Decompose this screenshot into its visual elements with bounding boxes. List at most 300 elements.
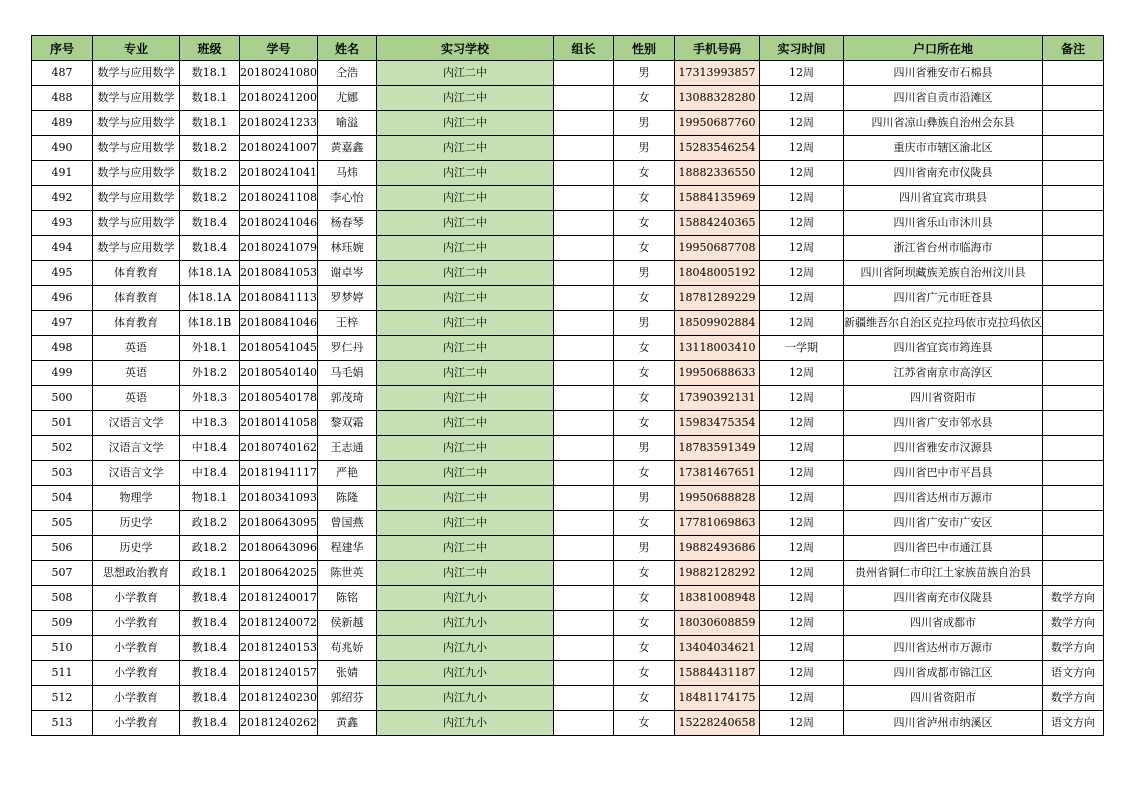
cell-class: 体18.1A [180, 286, 240, 311]
table-row [32, 111, 1104, 136]
cell-leader [553, 661, 613, 686]
cell-no: 495 [32, 261, 93, 286]
cell-school: 内江二中 [376, 61, 553, 86]
cell-period: 12周 [759, 361, 843, 386]
cell-student-id: 20180241233 [240, 111, 318, 136]
cell-hukou: 四川省泸州市纳溪区 [843, 711, 1042, 736]
cell-student-id: 20180540140 [240, 361, 318, 386]
cell-remark: 数学方向 [1042, 611, 1103, 636]
cell-leader [553, 136, 613, 161]
cell-leader [553, 336, 613, 361]
cell-school: 内江二中 [376, 186, 553, 211]
cell-major: 物理学 [93, 486, 180, 511]
cell-student-id: 20180241080 [240, 61, 318, 86]
cell-no: 502 [32, 436, 93, 461]
table-row [32, 311, 1104, 336]
cell-phone: 18481174175 [674, 686, 759, 711]
cell-major: 小学教育 [93, 586, 180, 611]
cell-hukou: 四川省成都市 [843, 611, 1042, 636]
cell-phone: 19882128292 [674, 561, 759, 586]
header-hukou: 户口所在地 [843, 36, 1042, 61]
cell-no: 487 [32, 61, 93, 86]
cell-hukou: 四川省宜宾市珙县 [843, 186, 1042, 211]
cell-class: 中18.4 [180, 461, 240, 486]
table-row [32, 261, 1104, 286]
cell-major: 数学与应用数学 [93, 136, 180, 161]
cell-phone: 13088328280 [674, 86, 759, 111]
cell-sex: 女 [613, 561, 674, 586]
cell-remark [1042, 336, 1103, 361]
table-row [32, 161, 1104, 186]
cell-school: 内江二中 [376, 411, 553, 436]
cell-remark [1042, 161, 1103, 186]
cell-leader [553, 311, 613, 336]
cell-school: 内江二中 [376, 161, 553, 186]
cell-phone: 15884135969 [674, 186, 759, 211]
cell-leader [553, 611, 613, 636]
cell-class: 数18.2 [180, 161, 240, 186]
cell-remark [1042, 436, 1103, 461]
cell-sex: 男 [613, 536, 674, 561]
cell-phone: 17381467651 [674, 461, 759, 486]
cell-school: 内江二中 [376, 286, 553, 311]
cell-phone: 18882336550 [674, 161, 759, 186]
cell-student-id: 20180740162 [240, 436, 318, 461]
table-row [32, 636, 1104, 661]
cell-class: 数18.2 [180, 136, 240, 161]
cell-no: 496 [32, 286, 93, 311]
cell-school: 内江九小 [376, 661, 553, 686]
cell-phone: 18783591349 [674, 436, 759, 461]
cell-no: 512 [32, 686, 93, 711]
cell-no: 511 [32, 661, 93, 686]
cell-period: 12周 [759, 136, 843, 161]
cell-school: 内江二中 [376, 111, 553, 136]
table-row [32, 711, 1104, 736]
cell-major: 数学与应用数学 [93, 86, 180, 111]
header-phone: 手机号码 [674, 36, 759, 61]
cell-class: 教18.4 [180, 586, 240, 611]
cell-major: 数学与应用数学 [93, 61, 180, 86]
header-remark: 备注 [1042, 36, 1103, 61]
cell-class: 中18.3 [180, 411, 240, 436]
cell-class: 教18.4 [180, 636, 240, 661]
cell-hukou: 四川省成都市锦江区 [843, 661, 1042, 686]
cell-sex: 男 [613, 61, 674, 86]
cell-hukou: 新疆维吾尔自治区克拉玛依市克拉玛依区 [843, 311, 1042, 336]
table-row [32, 211, 1104, 236]
cell-hukou: 四川省南充市仪陇县 [843, 586, 1042, 611]
cell-major: 小学教育 [93, 686, 180, 711]
cell-student-id: 20180540178 [240, 386, 318, 411]
cell-name: 陈铭 [317, 586, 376, 611]
cell-remark: 数学方向 [1042, 636, 1103, 661]
cell-period: 一学期 [759, 336, 843, 361]
cell-period: 12周 [759, 186, 843, 211]
cell-no: 497 [32, 311, 93, 336]
cell-period: 12周 [759, 511, 843, 536]
cell-sex: 女 [613, 186, 674, 211]
cell-period: 12周 [759, 386, 843, 411]
cell-student-id: 20180541045 [240, 336, 318, 361]
cell-hukou: 四川省达州市万源市 [843, 486, 1042, 511]
table-row [32, 611, 1104, 636]
cell-school: 内江二中 [376, 261, 553, 286]
cell-period: 12周 [759, 61, 843, 86]
cell-major: 英语 [93, 386, 180, 411]
cell-phone: 15884431187 [674, 661, 759, 686]
cell-period: 12周 [759, 311, 843, 336]
cell-period: 12周 [759, 236, 843, 261]
table-row [32, 61, 1104, 86]
cell-phone: 15983475354 [674, 411, 759, 436]
cell-student-id: 20181941117 [240, 461, 318, 486]
table-row [32, 561, 1104, 586]
cell-name: 谢卓岑 [317, 261, 376, 286]
cell-major: 体育教育 [93, 311, 180, 336]
header-leader: 组长 [553, 36, 613, 61]
cell-name: 黎双霜 [317, 411, 376, 436]
cell-sex: 女 [613, 211, 674, 236]
cell-hukou: 四川省巴中市平昌县 [843, 461, 1042, 486]
cell-school: 内江二中 [376, 461, 553, 486]
cell-period: 12周 [759, 486, 843, 511]
cell-leader [553, 86, 613, 111]
cell-school: 内江二中 [376, 511, 553, 536]
cell-class: 物18.1 [180, 486, 240, 511]
cell-hukou: 四川省阿坝藏族羌族自治州汶川县 [843, 261, 1042, 286]
cell-hukou: 四川省乐山市沐川县 [843, 211, 1042, 236]
cell-name: 黄嘉鑫 [317, 136, 376, 161]
cell-major: 英语 [93, 336, 180, 361]
cell-sex: 女 [613, 386, 674, 411]
cell-no: 513 [32, 711, 93, 736]
cell-major: 体育教育 [93, 261, 180, 286]
cell-name: 张婧 [317, 661, 376, 686]
cell-major: 历史学 [93, 511, 180, 536]
cell-student-id: 20180241046 [240, 211, 318, 236]
cell-no: 504 [32, 486, 93, 511]
cell-no: 498 [32, 336, 93, 361]
cell-no: 503 [32, 461, 93, 486]
header-no: 序号 [32, 36, 93, 61]
cell-sex: 男 [613, 311, 674, 336]
cell-leader [553, 261, 613, 286]
cell-name: 罗仁丹 [317, 336, 376, 361]
cell-major: 汉语言文学 [93, 436, 180, 461]
cell-name: 陈世英 [317, 561, 376, 586]
cell-major: 思想政治教育 [93, 561, 180, 586]
cell-class: 数18.4 [180, 211, 240, 236]
cell-name: 仝浩 [317, 61, 376, 86]
cell-phone: 15283546254 [674, 136, 759, 161]
cell-student-id: 20180841113 [240, 286, 318, 311]
cell-school: 内江二中 [376, 236, 553, 261]
cell-leader [553, 586, 613, 611]
cell-sex: 女 [613, 586, 674, 611]
cell-leader [553, 286, 613, 311]
cell-no: 500 [32, 386, 93, 411]
cell-period: 12周 [759, 161, 843, 186]
cell-remark: 语文方向 [1042, 711, 1103, 736]
cell-student-id: 20180841053 [240, 261, 318, 286]
table-row [32, 661, 1104, 686]
cell-student-id: 20180341093 [240, 486, 318, 511]
cell-period: 12周 [759, 86, 843, 111]
cell-school: 内江二中 [376, 536, 553, 561]
cell-remark [1042, 186, 1103, 211]
table-row [32, 336, 1104, 361]
cell-school: 内江九小 [376, 711, 553, 736]
cell-leader [553, 211, 613, 236]
cell-period: 12周 [759, 636, 843, 661]
cell-class: 政18.1 [180, 561, 240, 586]
cell-no: 490 [32, 136, 93, 161]
cell-phone: 19882493686 [674, 536, 759, 561]
cell-class: 体18.1A [180, 261, 240, 286]
cell-no: 489 [32, 111, 93, 136]
cell-major: 小学教育 [93, 636, 180, 661]
cell-name: 杨春琴 [317, 211, 376, 236]
cell-phone: 19950688828 [674, 486, 759, 511]
cell-class: 数18.1 [180, 61, 240, 86]
cell-name: 罗梦婷 [317, 286, 376, 311]
table-row [32, 536, 1104, 561]
cell-period: 12周 [759, 111, 843, 136]
header-period: 实习时间 [759, 36, 843, 61]
cell-name: 尤娜 [317, 86, 376, 111]
header-row [32, 36, 1104, 61]
cell-remark [1042, 486, 1103, 511]
cell-major: 英语 [93, 361, 180, 386]
cell-remark [1042, 136, 1103, 161]
table-row [32, 486, 1104, 511]
cell-phone: 19950687760 [674, 111, 759, 136]
cell-sex: 女 [613, 86, 674, 111]
cell-student-id: 20181240153 [240, 636, 318, 661]
cell-class: 教18.4 [180, 661, 240, 686]
cell-remark: 数学方向 [1042, 686, 1103, 711]
cell-hukou: 四川省资阳市 [843, 386, 1042, 411]
cell-sex: 女 [613, 686, 674, 711]
table-row [32, 361, 1104, 386]
cell-name: 郭绍芬 [317, 686, 376, 711]
cell-sex: 女 [613, 661, 674, 686]
cell-remark [1042, 386, 1103, 411]
cell-hukou: 四川省巴中市通江县 [843, 536, 1042, 561]
table-row [32, 136, 1104, 161]
cell-phone: 15884240365 [674, 211, 759, 236]
cell-hukou: 四川省宜宾市筠连县 [843, 336, 1042, 361]
cell-period: 12周 [759, 586, 843, 611]
cell-name: 李心怡 [317, 186, 376, 211]
cell-remark [1042, 536, 1103, 561]
cell-phone: 18030608859 [674, 611, 759, 636]
cell-school: 内江二中 [376, 436, 553, 461]
cell-remark [1042, 461, 1103, 486]
cell-name: 林珏婉 [317, 236, 376, 261]
header-name: 姓名 [317, 36, 376, 61]
cell-major: 小学教育 [93, 711, 180, 736]
cell-student-id: 20180241108 [240, 186, 318, 211]
cell-leader [553, 511, 613, 536]
cell-school: 内江二中 [376, 361, 553, 386]
cell-phone: 18781289229 [674, 286, 759, 311]
cell-phone: 18048005192 [674, 261, 759, 286]
cell-phone: 15228240658 [674, 711, 759, 736]
cell-school: 内江二中 [376, 561, 553, 586]
cell-sex: 男 [613, 436, 674, 461]
cell-class: 政18.2 [180, 511, 240, 536]
cell-hukou: 四川省广安市邻水县 [843, 411, 1042, 436]
cell-sex: 男 [613, 136, 674, 161]
cell-hukou: 四川省凉山彝族自治州会东县 [843, 111, 1042, 136]
cell-sex: 男 [613, 486, 674, 511]
cell-phone: 19950687708 [674, 236, 759, 261]
cell-class: 政18.2 [180, 536, 240, 561]
cell-sex: 女 [613, 461, 674, 486]
cell-sex: 女 [613, 161, 674, 186]
cell-no: 499 [32, 361, 93, 386]
cell-sex: 女 [613, 236, 674, 261]
cell-name: 喻溢 [317, 111, 376, 136]
cell-student-id: 20180241007 [240, 136, 318, 161]
cell-sex: 女 [613, 636, 674, 661]
cell-hukou: 重庆市市辖区渝北区 [843, 136, 1042, 161]
cell-sex: 男 [613, 261, 674, 286]
cell-no: 491 [32, 161, 93, 186]
cell-student-id: 20180241200 [240, 86, 318, 111]
cell-student-id: 20180643095 [240, 511, 318, 536]
cell-no: 506 [32, 536, 93, 561]
cell-phone: 17390392131 [674, 386, 759, 411]
cell-period: 12周 [759, 661, 843, 686]
cell-class: 外18.3 [180, 386, 240, 411]
cell-major: 汉语言文学 [93, 461, 180, 486]
cell-period: 12周 [759, 211, 843, 236]
cell-leader [553, 711, 613, 736]
cell-hukou: 四川省南充市仪陇县 [843, 161, 1042, 186]
cell-hukou: 四川省广安市广安区 [843, 511, 1042, 536]
cell-period: 12周 [759, 286, 843, 311]
cell-major: 数学与应用数学 [93, 161, 180, 186]
table-row [32, 686, 1104, 711]
cell-phone: 19950688633 [674, 361, 759, 386]
header-student-id: 学号 [240, 36, 318, 61]
table-row [32, 286, 1104, 311]
header-major: 专业 [93, 36, 180, 61]
cell-name: 曾国燕 [317, 511, 376, 536]
cell-period: 12周 [759, 461, 843, 486]
cell-period: 12周 [759, 261, 843, 286]
cell-class: 外18.1 [180, 336, 240, 361]
cell-leader [553, 186, 613, 211]
cell-school: 内江二中 [376, 136, 553, 161]
cell-no: 508 [32, 586, 93, 611]
cell-leader [553, 536, 613, 561]
cell-major: 小学教育 [93, 661, 180, 686]
table-row [32, 86, 1104, 111]
cell-no: 507 [32, 561, 93, 586]
cell-school: 内江二中 [376, 336, 553, 361]
cell-leader [553, 461, 613, 486]
cell-sex: 女 [613, 336, 674, 361]
cell-sex: 女 [613, 711, 674, 736]
cell-leader [553, 386, 613, 411]
cell-name: 王梓 [317, 311, 376, 336]
cell-name: 马毛娟 [317, 361, 376, 386]
cell-phone: 18509902884 [674, 311, 759, 336]
cell-major: 数学与应用数学 [93, 211, 180, 236]
cell-phone: 13118003410 [674, 336, 759, 361]
cell-phone: 17781069863 [674, 511, 759, 536]
cell-school: 内江二中 [376, 311, 553, 336]
cell-hukou: 四川省雅安市汉源县 [843, 436, 1042, 461]
table-row [32, 511, 1104, 536]
cell-student-id: 20181240157 [240, 661, 318, 686]
cell-remark: 数学方向 [1042, 586, 1103, 611]
cell-major: 汉语言文学 [93, 411, 180, 436]
cell-name: 陈隆 [317, 486, 376, 511]
table-row [32, 236, 1104, 261]
cell-hukou: 四川省达州市万源市 [843, 636, 1042, 661]
cell-period: 12周 [759, 536, 843, 561]
cell-school: 内江九小 [376, 611, 553, 636]
cell-student-id: 20181240017 [240, 586, 318, 611]
header-sex: 性别 [613, 36, 674, 61]
cell-sex: 女 [613, 286, 674, 311]
cell-leader [553, 161, 613, 186]
cell-name: 郭茂琦 [317, 386, 376, 411]
cell-remark [1042, 411, 1103, 436]
cell-student-id: 20180642025 [240, 561, 318, 586]
cell-remark [1042, 511, 1103, 536]
cell-major: 体育教育 [93, 286, 180, 311]
cell-remark [1042, 86, 1103, 111]
cell-phone: 17313993857 [674, 61, 759, 86]
cell-name: 黄鑫 [317, 711, 376, 736]
cell-leader [553, 686, 613, 711]
cell-major: 数学与应用数学 [93, 186, 180, 211]
cell-leader [553, 236, 613, 261]
internship-roster-table [31, 35, 1104, 736]
cell-no: 492 [32, 186, 93, 211]
cell-remark [1042, 361, 1103, 386]
cell-name: 王志通 [317, 436, 376, 461]
cell-no: 494 [32, 236, 93, 261]
cell-major: 数学与应用数学 [93, 236, 180, 261]
cell-no: 488 [32, 86, 93, 111]
header-school: 实习学校 [376, 36, 553, 61]
cell-class: 外18.2 [180, 361, 240, 386]
table-row [32, 586, 1104, 611]
cell-leader [553, 486, 613, 511]
cell-student-id: 20180643096 [240, 536, 318, 561]
cell-name: 程建华 [317, 536, 376, 561]
table-row [32, 461, 1104, 486]
cell-no: 501 [32, 411, 93, 436]
cell-remark [1042, 211, 1103, 236]
cell-sex: 女 [613, 411, 674, 436]
cell-no: 505 [32, 511, 93, 536]
cell-sex: 女 [613, 361, 674, 386]
table-row [32, 436, 1104, 461]
cell-name: 侯新越 [317, 611, 376, 636]
cell-student-id: 20180241079 [240, 236, 318, 261]
cell-period: 12周 [759, 711, 843, 736]
cell-leader [553, 61, 613, 86]
cell-major: 历史学 [93, 536, 180, 561]
